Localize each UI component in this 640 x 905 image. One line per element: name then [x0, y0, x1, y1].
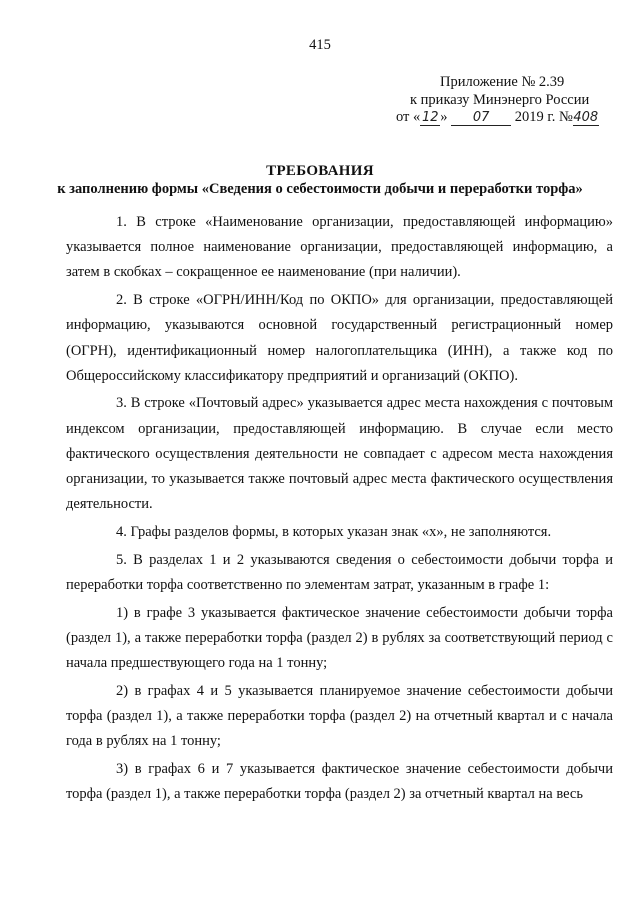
page-number: 415 [309, 37, 331, 53]
document-subtitle: к заполнению формы «Сведения о себестоимости добычи и переработки торфа» [57, 181, 583, 197]
date-prefix: от « [396, 109, 421, 125]
appendix-date-line [396, 109, 616, 127]
paragraph-1: 1. В строке «Наименование организации, предоставляющей информацию» указывается полное наименование организации, предоставляющей информацию, а затем в скобках – сокращенное ее наименование (при наличии). [66, 214, 613, 281]
paragraph-3: 3. В строке «Почтовый адрес» указывается адрес места нахождения с почтовым индексом организации, предоставляющей информацию. В случае если место фактического осуществления деятельности не совпадает с адресом места нахождения организации, то указывается также почтовый адрес места фактического осуществления деятельности. [66, 395, 613, 513]
date-month: 07 [451, 111, 511, 126]
paragraph-5-3: 3) в графах 6 и 7 указывается фактическое значение себестоимости добычи торфа (раздел 1), а также переработки торфа (раздел 2) за отчетный квартал на весь [66, 760, 613, 802]
body-text [66, 210, 613, 807]
date-day: 12 [422, 110, 439, 125]
paragraph-5: 5. В разделах 1 и 2 указываются сведения о себестоимости добычи торфа и переработки торфа соответственно по элементам затрат, указанным в графе 1: [66, 551, 613, 593]
paragraph-5-1: 1) в графе 3 указывается фактическое значение себестоимости добычи торфа (раздел 1), а также переработки торфа (раздел 2) в рублях за соответствующий период с начала предшествующего года на 1 тонну; [66, 604, 613, 671]
date-year: 2019 г. № [514, 109, 573, 125]
appendix-block [396, 74, 616, 127]
document-title: ТРЕБОВАНИЯ [266, 163, 374, 179]
paragraph-2: 2. В строке «ОГРН/ИНН/Код по ОКПО» для организации, предоставляющей информацию, указываются основной государственный регистрационный номер (ОГРН), идентификационный номер налогоплательщика (ИНН), а также код по Общероссийскому классификатору предприятий и организаций (ОКПО). [66, 292, 613, 384]
paragraph-4: 4. Графы разделов формы, в которых указан знак «х», не заполняются. [116, 523, 552, 540]
appendix-title: Приложение № 2.39 [440, 74, 565, 90]
date-mid: » [440, 109, 448, 125]
paragraph-5-2: 2) в графах 4 и 5 указывается планируемое значение себестоимости добычи торфа (раздел 1), а также переработки торфа (раздел 2) на отчетный квартал и с начала года в рублях на 1 тонну; [66, 682, 613, 750]
appendix-order-ref: к приказу Минэнерго России [410, 91, 590, 108]
order-number: 408 [573, 110, 599, 125]
